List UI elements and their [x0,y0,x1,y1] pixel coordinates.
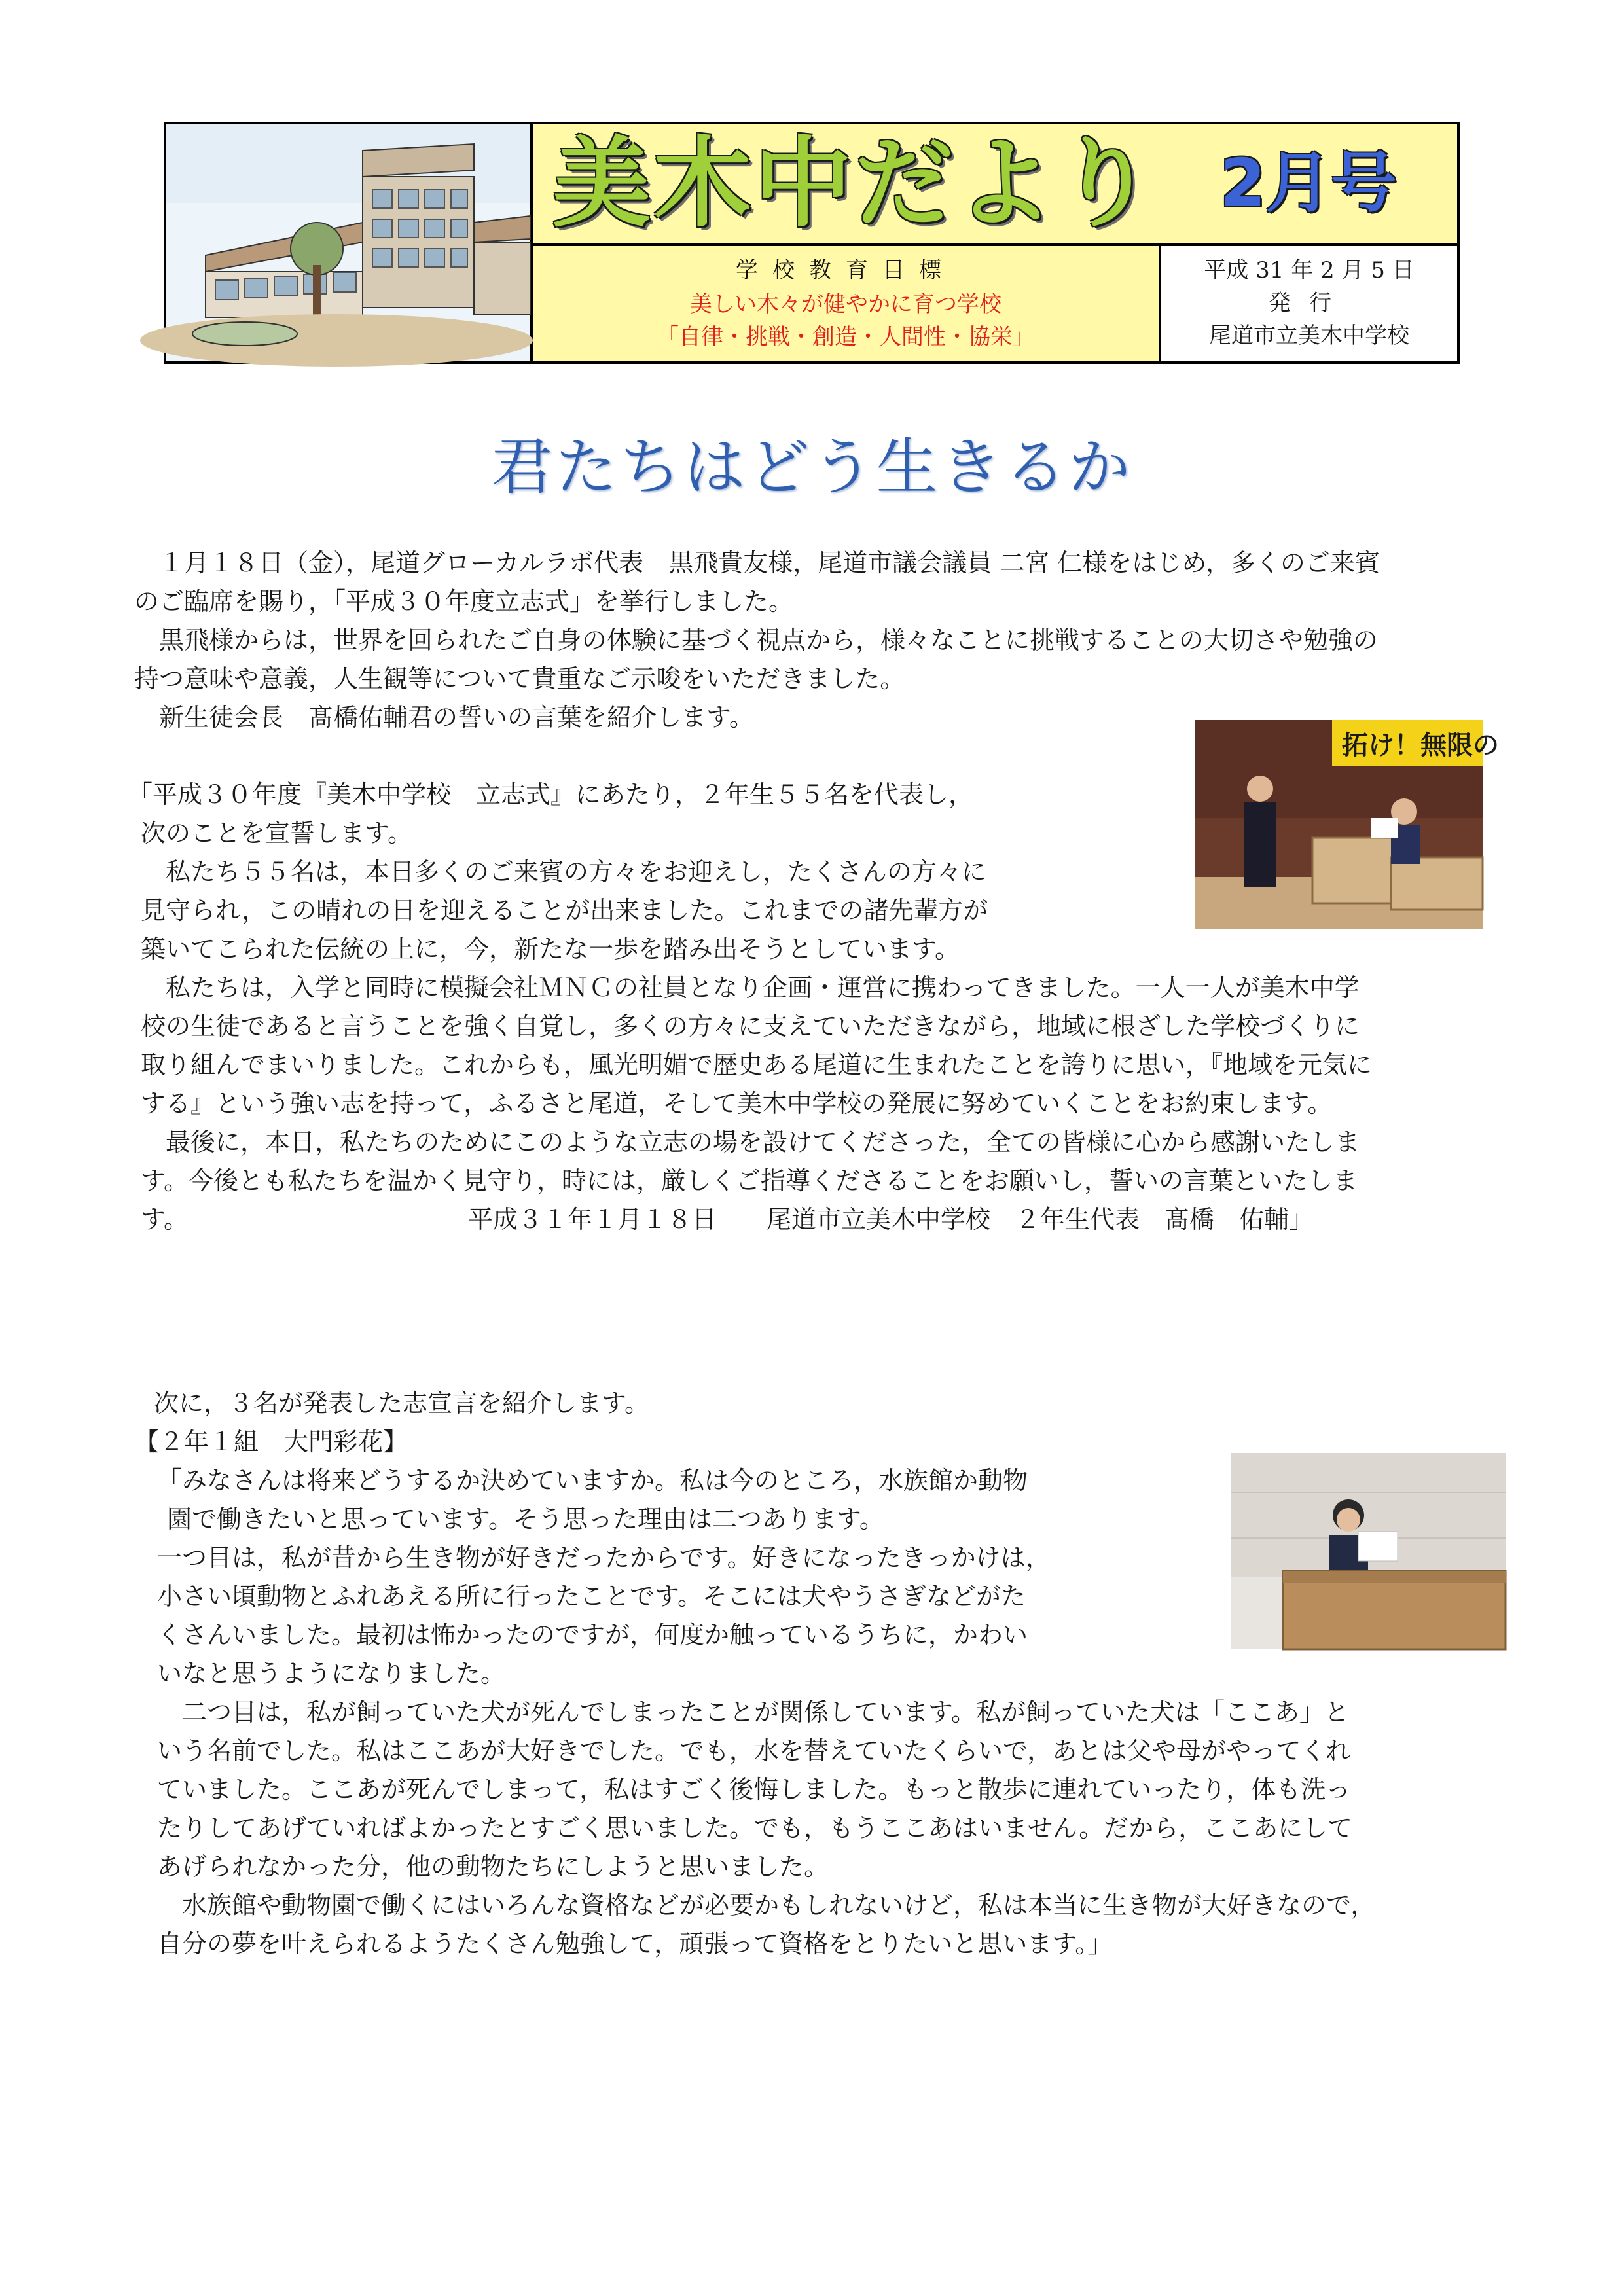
text-line: くさんいました。最初は怖かったのですが，何度か触っているうちに，かわい [157,1621,1028,1649]
text-line: 次のことを宣誓します。 [141,819,412,848]
banner-text: 拓け！無限の [1342,730,1499,761]
issue-label: 発行 [1269,290,1350,316]
text-line: いう名前でした。私はここあが大好きでした。でも，水を替えていたくらいで，あとは父や母がやってくれ [157,1736,1351,1765]
issue-info-box [1161,246,1457,361]
speaker-heading: 【２年１組 大門彩花】 [134,1427,408,1456]
text-line: 次に，３名が発表した志宣言を紹介します。 [154,1389,649,1418]
intro-paragraph [134,544,1528,737]
school-goals-box [533,246,1161,361]
speech-paragraph [157,1462,1532,1964]
main-headline: 君たちはどう生きるか [491,432,1133,503]
pledge-paragraph [128,776,1528,1239]
issue-month: 2月号 [1220,145,1397,221]
text-line [128,1200,1528,1239]
goals-motto: 美しい木々が健やかに育つ学校 [690,291,1001,317]
school-building-icon [166,124,530,361]
text-line: 小さい頃動物とふれあえる所に行ったことです。そこには犬やうさぎなどがた [157,1582,1026,1611]
speeches-intro [134,1384,1528,1462]
text-line: たりしてあげていればよかったとすごく思いました。でも，もうここあはいません。だから，ここあにして [157,1814,1353,1842]
text-line: 最後に，本日，私たちのためにこのような立志の場を設けてくださった，全ての皆様に心から感謝いたしま [141,1128,1360,1157]
text-line: 「平成３０年度『美木中学校 立志式』にあたり，２年生５５名を代表し， [128,780,974,809]
text-line: 持つ意味や意義，人生観等について貴重なご示唆をいただきました。 [134,664,905,693]
pledge-signature: 平成３１年１月１８日 尾道市立美木中学校 ２年生代表 髙橋 佑輔」 [468,1205,1314,1234]
newsletter-title: 美木中だより [552,127,1158,241]
text-line: ていました。ここあが死んでしまって，私はすごく後悔しました。もっと散歩に連れていったり，体も洗っ [157,1775,1351,1804]
text-line: 取り組んでまいりました。これからも，風光明媚で歴史ある尾道に生まれたことを誇りに思い，『地域を元気に [141,1050,1373,1079]
goals-values: 「自律・挑戦・創造・人間性・協栄」 [657,324,1035,350]
text-line: 「みなさんは将来どうするか決めていますか。私は今のところ，水族館か動物 [157,1466,1028,1495]
text-line: する』という強い志を持って，ふるさと尾道，そして美木中学校の発展に努めていくことをお約束します。 [141,1089,1333,1118]
text-line: 私たちは，入学と同時に模擬会社ＭＮＣの社員となり企画・運営に携わってきました。一人一人が美木中学 [141,973,1360,1002]
text-line: 築いてこられた伝統の上に，今，新たな一歩を踏み出そうとしています。 [141,935,960,963]
text-line: 一つ目は，私が昔から生き物が好きだったからです。好きになったきっかけは， [157,1543,1051,1572]
text-line: 黒飛様からは，世界を回られたご自身の体験に基づく視点から，様々なことに挑戦することの大切さや勉強の [159,626,1379,655]
text-line: 自分の夢を叶えられるようたくさん勉強して，頑張って資格をとりたいと思います。」 [157,1929,1113,1958]
text-line: １月１８日（金），尾道グローカルラボ代表 黒飛貴友様，尾道市議会議員 二宮 仁様をはじめ，多くのご来賓 [159,548,1380,577]
text-line: 見守られ，この晴れの日を迎えることが出来ました。これまでの諸先輩方が [141,896,988,925]
text-line: いなと思うようになりました。 [157,1659,506,1688]
publisher: 尾道市立美木中学校 [1209,323,1409,349]
text-line: 園で働きたいと思っています。そう思った理由は二つあります。 [167,1505,884,1534]
text-line: あげられなかった分，他の動物たちにしようと思いました。 [157,1852,829,1881]
issue-date: 平成 31 年 2 月 5 日 [1204,257,1415,283]
goals-heading: 学校教育目標 [736,257,956,283]
text-line-end: す。 [141,1205,189,1234]
text-line: 私たち５５名は，本日多くのご来賓の方々をお迎えし，たくさんの方々に [141,857,987,886]
school-building-illustration [166,124,533,361]
text-line: 新生徒会長 髙橋佑輔君の誓いの言葉を紹介します。 [159,703,754,732]
masthead [164,122,1460,364]
text-line: 水族館や動物園で働くにはいろんな資格などが必要かもしれないけど，私は本当に生き物が大好きなので， [157,1891,1376,1920]
text-line: のご臨席を賜り，「平成３０年度立志式」を挙行しました。 [134,587,794,616]
text-line: 校の生徒であると言うことを強く自覚し，多くの方々に支えていただきながら，地域に根ざした学校づくりに [141,1012,1360,1041]
text-line: す。今後とも私たちを温かく見守り，時には，厳しくご指導くださることをお願いし，誓いの言葉といたしま [141,1166,1358,1195]
title-band [533,124,1457,246]
text-line: 二つ目は，私が飼っていた犬が死んでしまったことが関係しています。私が飼っていた犬は「ここあ」と [157,1698,1349,1727]
